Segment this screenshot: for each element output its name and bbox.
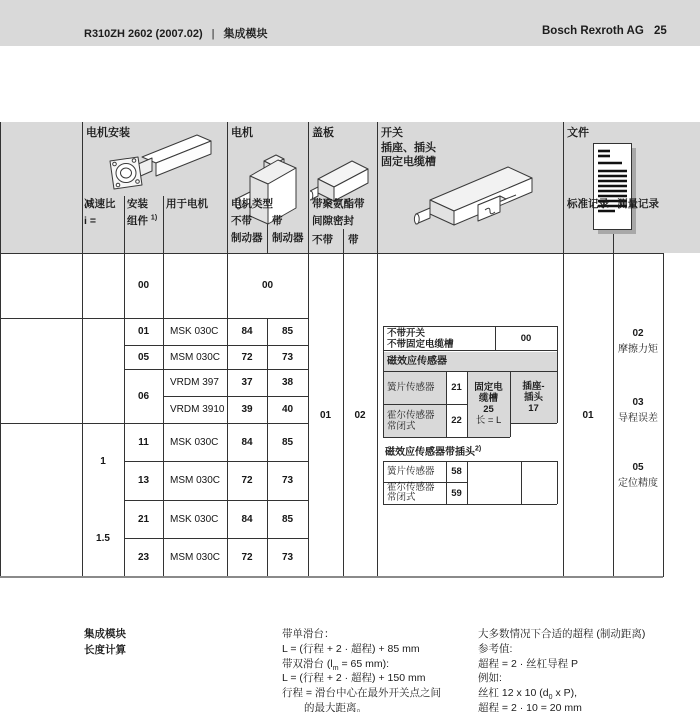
switch-label-line2: 插座、插头 — [381, 141, 436, 154]
sub-header-standard-record: 标准记录 — [567, 198, 609, 210]
reed-sensor-label: 簧片传感器 — [387, 382, 435, 393]
code-no-brake-cell: 84 — [241, 513, 253, 525]
kit-code-cell: 01 — [137, 326, 150, 337]
motor-type-cell: MSK 030C — [170, 326, 219, 337]
column-header-cover: 盖板 — [312, 127, 334, 139]
sub-header-ratio: 减速比 — [84, 198, 116, 210]
sub-header-motor-type: 电机类型 — [231, 198, 273, 210]
header-separator-bar: | — [211, 28, 215, 40]
kit-code-cell: 11 — [138, 436, 149, 448]
kit-code-cell: 23 — [137, 552, 150, 563]
sub-header-for-motor: 用于电机 — [166, 198, 208, 210]
sub-header-kit-1: 安装 — [127, 198, 148, 210]
standard-record-code: 01 — [582, 409, 594, 421]
no-switch-label: 不带开关 不带固定电缆槽 — [387, 328, 454, 350]
kit-code-cell-06: 06 — [137, 390, 150, 402]
sub-header-brake-2: 制动器 — [272, 232, 304, 244]
length-line-1: 带单滑台： — [282, 628, 335, 640]
motor-type-cell: MSM 030C — [170, 351, 221, 363]
socket-plug-cell: 插座- 插头 17 — [522, 380, 545, 414]
motor-type-cell: MSM 030C — [170, 552, 221, 563]
no-switch-code: 00 — [520, 332, 532, 344]
ratio-1-5-cell: 1.5 — [96, 533, 110, 544]
motor-mount-icon — [100, 131, 225, 203]
footnote-marker-2: 2) — [475, 445, 482, 453]
column-header-motor-mount: 电机安装 — [86, 127, 130, 139]
code-with-brake-cell: 85 — [281, 513, 294, 525]
code-no-brake-cell: 84 — [241, 436, 253, 448]
hall-sensor-plug-label: 霍尔传感器 常闭式 — [387, 481, 435, 503]
length-line-6: 的最大距离。 — [304, 701, 367, 712]
footnote-marker-1: 1) — [150, 214, 158, 222]
measure-label: 定位精度 — [618, 478, 658, 489]
sub-header-ratio-i: i = — [84, 215, 96, 227]
measure-record-item — [613, 326, 663, 358]
code-no-brake-cell: 39 — [241, 404, 253, 415]
magnetic-sensor-plug-title: 磁效应传感器带插头$^{2)}$ — [385, 445, 482, 458]
motor-type-cell: MSK 030C — [170, 513, 219, 525]
sub-header-measure-record: 测量记录 — [617, 198, 659, 210]
code-with-brake-cell: 73 — [281, 475, 294, 486]
measure-code: 02 — [632, 328, 644, 339]
sub-header-no-brake-1: 不带 — [231, 215, 252, 227]
code-with-brake-cell: 85 — [281, 326, 294, 337]
ref-line-3: 超程 = 2 · 丝杠导程 P — [478, 657, 579, 670]
kit-code-cell: 05 — [137, 351, 150, 363]
code-with-brake-cell: 40 — [281, 404, 294, 415]
kit-code-cell: 21 — [137, 513, 150, 525]
motor-code-00: 00 — [261, 280, 274, 291]
document-icon — [591, 141, 641, 239]
code-with-brake-cell: 73 — [281, 351, 294, 363]
measure-record-item — [613, 395, 663, 427]
page-number: 25 — [654, 25, 667, 37]
measure-label: 导程误差 — [618, 413, 658, 424]
sub-header-cover-without: 不带 — [312, 234, 333, 246]
measure-code: 03 — [632, 397, 644, 408]
sub-header-no-brake-2: 制动器 — [231, 232, 263, 244]
hall-sensor-plug-code: 59 — [451, 487, 462, 499]
code-with-brake-cell: 73 — [281, 552, 294, 563]
magnetic-sensor-title: 磁效应传感器 — [387, 356, 447, 367]
switch-label-line3: 固定电缆槽 — [381, 156, 436, 168]
code-no-brake-cell: 72 — [241, 351, 253, 363]
sub-header-brake-1: 带 — [272, 215, 283, 227]
cable-duct-cell: 固定电 缆槽 25 长 = L — [474, 382, 503, 426]
ratio-1-cell: 1 — [100, 456, 106, 467]
column-header-docs: 文件 — [567, 127, 589, 139]
length-line-4: L = (行程 + 2 · 超程) + 150 mm — [282, 672, 426, 685]
doc-title: 集成模块 — [223, 28, 268, 40]
cover-code-without: 01 — [319, 409, 332, 421]
motor-type-cell: MSM 030C — [170, 475, 221, 486]
ref-line-2: 参考值: — [478, 642, 513, 655]
hall-sensor-code: 22 — [451, 415, 462, 426]
length-line-5: 行程 = 滑台中心在最外开关点之间 — [282, 687, 441, 700]
length-line-2: L = (行程 + 2 · 超程) + 85 mm — [282, 642, 420, 655]
measure-record-item — [613, 460, 663, 492]
overtravel-reference-text — [478, 627, 645, 712]
length-line-3: 带双滑台 ($l_m = 65$ mm): — [282, 657, 390, 672]
code-no-brake-cell: 84 — [241, 326, 253, 337]
code-with-brake-cell: 38 — [281, 377, 294, 388]
doc-code: R310ZH 2602 (2007.02) — [84, 28, 203, 40]
column-header-switch — [381, 126, 436, 170]
code-with-brake-cell: 85 — [281, 436, 294, 448]
code-no-brake-cell: 72 — [241, 552, 253, 563]
kit-code-00: 00 — [137, 280, 150, 291]
code-no-brake-cell: 72 — [241, 475, 253, 486]
ref-line-5: 丝杠 12 x 10 ($d_0$ x P), — [478, 687, 578, 702]
column-header-motor: 电机 — [231, 127, 253, 139]
length-calculation-text — [282, 627, 441, 712]
code-no-brake-cell: 37 — [241, 377, 253, 388]
ref-line-1: 大多数情况下合适的超程 (制动距离) — [478, 628, 646, 640]
motor-type-cell: VRDM 3910 — [170, 404, 225, 415]
measure-label: 摩擦力矩 — [618, 344, 658, 355]
sub-header-cover-seal-1: 带聚氨酯带 — [312, 198, 365, 210]
reed-sensor-plug-code: 58 — [451, 466, 462, 477]
sub-header-cover-seal-2: 间隙密封 — [312, 215, 354, 227]
reed-sensor-code: 21 — [451, 382, 462, 393]
footer-title: 集成模块 长度计算 — [84, 628, 126, 656]
sub-header-kit-2: 组件 $^{1)}$ — [127, 214, 158, 227]
motor-type-cell: MSK 030C — [170, 436, 219, 448]
kit-code-cell: 13 — [137, 475, 150, 486]
brand-name: Bosch Rexroth AG — [542, 25, 644, 37]
reed-sensor-plug-label: 簧片传感器 — [387, 466, 435, 477]
switch-label-line1: 开关 — [381, 127, 403, 139]
ref-line-4: 例如: — [478, 672, 502, 685]
cover-code-with: 02 — [354, 409, 366, 421]
ref-line-6: 超程 = 2 · 10 = 20 mm — [478, 701, 582, 712]
sub-header-cover-with: 带 — [348, 234, 359, 246]
measure-code: 05 — [632, 462, 644, 473]
motor-type-cell: VRDM 397 — [170, 377, 219, 388]
hall-sensor-label: 霍尔传感器 常闭式 — [387, 409, 435, 432]
